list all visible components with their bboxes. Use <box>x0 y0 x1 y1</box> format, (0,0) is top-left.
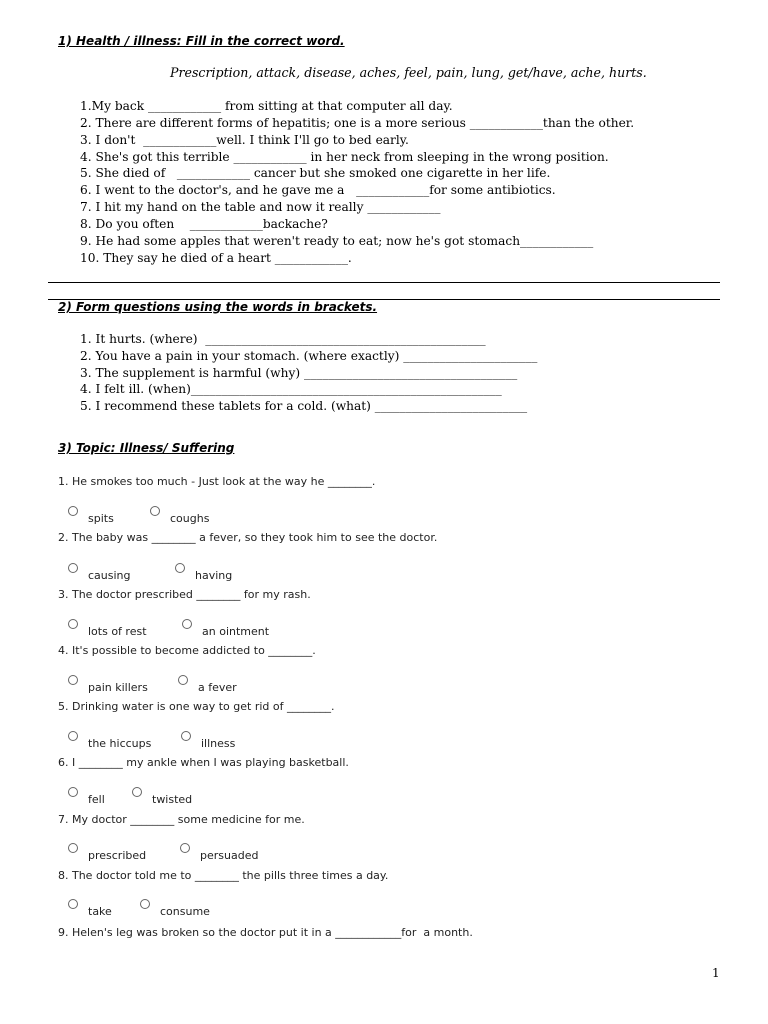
option-label: a fever <box>198 681 237 694</box>
exercise-1-item: 4. She's got this terrible ____________ in her neck from sleeping in the wrong position. <box>80 150 609 164</box>
option-lots-of-rest[interactable] <box>68 625 147 638</box>
option-a-fever[interactable] <box>178 681 237 694</box>
question-text: 4. It's possible to become addicted to ________. <box>58 644 316 657</box>
radio-button-icon[interactable] <box>181 731 191 741</box>
section-3-title: 3) Topic: Illness/ Suffering <box>58 441 235 455</box>
option-label: spits <box>88 512 114 525</box>
exercise-1-item: 10. They say he died of a heart ____________. <box>80 251 352 265</box>
question-text: 8. The doctor told me to ________ the pills three times a day. <box>58 869 389 882</box>
option-label: the hiccups <box>88 737 152 750</box>
question-text: 9. Helen's leg was broken so the doctor put it in a ____________for a month. <box>58 926 473 939</box>
option-causing[interactable] <box>68 569 131 582</box>
radio-button-icon[interactable] <box>132 787 142 797</box>
question-text: 3. The doctor prescribed ________ for my rash. <box>58 588 311 601</box>
option-coughs[interactable] <box>150 512 209 525</box>
option-label: fell <box>88 793 105 806</box>
radio-button-icon[interactable] <box>150 506 160 516</box>
question-text: 1. He smokes too much - Just look at the way he ________. <box>58 475 376 488</box>
option-take[interactable] <box>68 905 112 918</box>
exercise-1-item: 2. There are different forms of hepatitis; one is a more serious ____________than the other. <box>80 116 635 130</box>
radio-button-icon[interactable] <box>140 899 150 909</box>
option-spits[interactable] <box>68 512 114 525</box>
option-the-hiccups[interactable] <box>68 737 151 750</box>
section-2-title: 2) Form questions using the words in brackets. <box>58 300 378 314</box>
option-label: pain killers <box>88 681 148 694</box>
radio-button-icon[interactable] <box>68 843 78 853</box>
option-label: coughs <box>170 512 210 525</box>
question-text: 7. My doctor ________ some medicine for me. <box>58 813 305 826</box>
radio-button-icon[interactable] <box>182 619 192 629</box>
exercise-2-item: 1. It hurts. (where) ______________________________________________ <box>80 332 486 346</box>
exercise-2-item: 3. The supplement is harmful (why) ___________________________________ <box>80 366 518 380</box>
exercise-1-item: 1.My back ____________ from sitting at that computer all day. <box>80 99 453 113</box>
exercise-1-item: 7. I hit my hand on the table and now it really ____________ <box>80 200 441 214</box>
option-label: an ointment <box>202 625 270 638</box>
exercise-2-item: 4. I felt ill. (when)___________________________________________________ <box>80 382 502 396</box>
option-label: causing <box>88 569 131 582</box>
radio-button-icon[interactable] <box>68 787 78 797</box>
option-twisted[interactable] <box>132 793 192 806</box>
exercise-1-item: 5. She died of ____________ cancer but she smoked one cigarette in her life. <box>80 166 551 180</box>
option-label: twisted <box>152 793 193 806</box>
exercise-1-item: 6. I went to the doctor's, and he gave me a ____________for some antibiotics. <box>80 183 556 197</box>
section-1-title: 1) Health / illness: Fill in the correct word. <box>58 34 345 48</box>
radio-button-icon[interactable] <box>68 731 78 741</box>
radio-button-icon[interactable] <box>68 675 78 685</box>
exercise-1-item: 3. I don't ____________well. I think I'll go to bed early. <box>80 133 409 147</box>
option-label: having <box>195 569 233 582</box>
option-having[interactable] <box>175 569 232 582</box>
divider-line <box>48 282 720 283</box>
page-number: 1 <box>712 966 720 980</box>
option-label: consume <box>160 905 210 918</box>
option-label: illness <box>201 737 236 750</box>
exercise-2-item: 2. You have a pain in your stomach. (where exactly) ______________________ <box>80 349 538 363</box>
radio-button-icon[interactable] <box>68 619 78 629</box>
exercise-1-item: 9. He had some apples that weren't ready to eat; now he's got stomach____________ <box>80 234 594 248</box>
radio-button-icon[interactable] <box>175 563 185 573</box>
question-text: 6. I ________ my ankle when I was playing basketball. <box>58 756 349 769</box>
radio-button-icon[interactable] <box>178 675 188 685</box>
radio-button-icon[interactable] <box>180 843 190 853</box>
radio-button-icon[interactable] <box>68 563 78 573</box>
option-fell[interactable] <box>68 793 105 806</box>
word-bank: Prescription, attack, disease, aches, feel, pain, lung, get/have, ache, hurts. <box>170 65 647 80</box>
option-label: persuaded <box>200 849 259 862</box>
exercise-1-item: 8. Do you often ____________backache? <box>80 217 328 231</box>
option-label: prescribed <box>88 849 147 862</box>
radio-button-icon[interactable] <box>68 506 78 516</box>
question-text: 2. The baby was ________ a fever, so they took him to see the doctor. <box>58 531 438 544</box>
exercise-2-item: 5. I recommend these tablets for a cold. (what) _________________________ <box>80 399 528 413</box>
option-pain-killers[interactable] <box>68 681 148 694</box>
option-illness[interactable] <box>181 737 235 750</box>
option-consume[interactable] <box>140 905 210 918</box>
option-an-ointment[interactable] <box>182 625 269 638</box>
question-text: 5. Drinking water is one way to get rid of ________. <box>58 700 335 713</box>
option-label: lots of rest <box>88 625 147 638</box>
option-persuaded[interactable] <box>180 849 258 862</box>
radio-button-icon[interactable] <box>68 899 78 909</box>
option-prescribed[interactable] <box>68 849 146 862</box>
option-label: take <box>88 905 112 918</box>
